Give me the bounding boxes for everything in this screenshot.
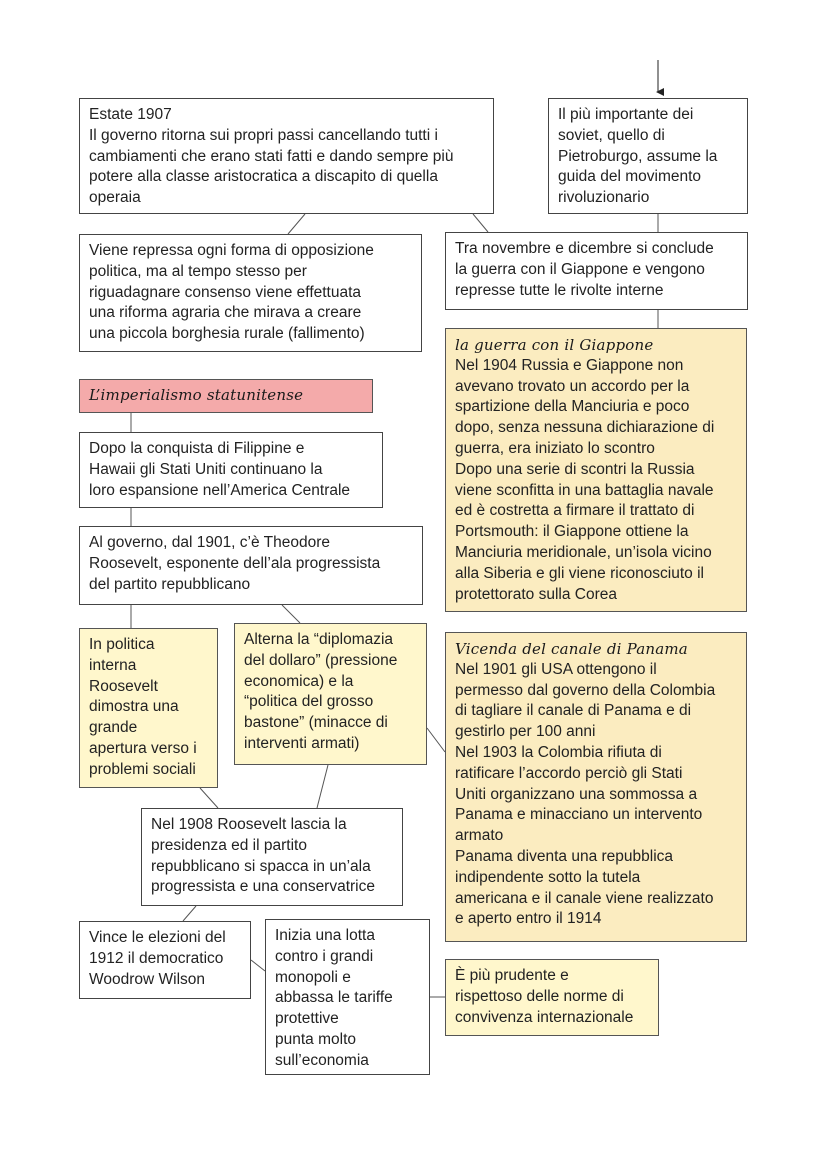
- box-line: ed è costretta a firmare il trattato di: [455, 502, 695, 520]
- box-line: ratificare l’accordo perciò gli Stati: [455, 764, 683, 782]
- box-line: Panama e minacciano un intervento: [455, 806, 703, 824]
- box-line: guida del movimento: [558, 168, 702, 186]
- box-line: Dopo la conquista di Filippine e: [89, 440, 305, 457]
- box-line: “politica del grosso: [244, 693, 374, 711]
- box-wilson: [79, 921, 251, 999]
- connector-estate-repressione: [288, 214, 305, 234]
- box-line: interna: [89, 656, 137, 674]
- box-line: convivenza internazionale: [455, 1008, 634, 1026]
- box-line: Il governo ritorna sui propri passi cancellando tutti i: [89, 126, 438, 144]
- box-line: Roosevelt: [89, 677, 158, 695]
- box-guerra-giappone: [445, 328, 747, 612]
- box-line: Viene repressa ogni forma di opposizione: [89, 242, 374, 259]
- box-conquista: [79, 432, 383, 508]
- box-line: Estate 1907: [89, 106, 172, 123]
- box-line: cambiamenti che erano stati fatti e dando sempre più: [89, 147, 454, 165]
- connector-diplomazia-1908: [317, 765, 328, 808]
- box-line: indipendente sotto la tutela: [455, 868, 641, 886]
- box-line: punta molto: [275, 1030, 356, 1048]
- box-soviet-pietroburgo: [548, 98, 748, 214]
- box-prudente: [445, 959, 659, 1036]
- box-line: dimostra una: [89, 698, 179, 716]
- box-line: politica, ma al tempo stesso per: [89, 262, 307, 280]
- connector-estate-novembre: [473, 214, 488, 232]
- box-line: americana e il canale viene realizzato: [455, 889, 714, 907]
- box-line: una piccola borghesia rurale (fallimento): [89, 325, 365, 343]
- box-line: Nel 1903 la Colombia rifiuta di: [455, 743, 662, 761]
- box-repressione: [79, 234, 422, 352]
- connector-interna-1908: [200, 788, 218, 808]
- box-line: guerra, era iniziato lo scontro: [455, 439, 655, 457]
- box-line: del partito repubblicano: [89, 575, 251, 593]
- box-line: la guerra con il Giappone e vengono: [455, 260, 705, 278]
- box-line: In politica: [89, 636, 155, 653]
- box-roosevelt-1908: [141, 808, 403, 906]
- box-line: Hawaii gli Stati Uniti continuano la: [89, 460, 323, 478]
- box-line: Woodrow Wilson: [89, 970, 206, 988]
- box-line: economica) e la: [244, 672, 354, 690]
- box-line: alla Siberia e gli viene riconosciuto il: [455, 564, 704, 582]
- box-line: una riforma agraria che mirava a creare: [89, 304, 362, 322]
- box-line: rispettoso delle norme di: [455, 987, 624, 1005]
- box-line: Inizia una lotta: [275, 927, 375, 944]
- box-line: spartizione della Manciuria e poco: [455, 398, 690, 416]
- box-line: e aperto entro il 1914: [455, 910, 602, 928]
- box-line: progressista e una conservatrice: [151, 878, 376, 896]
- box-line: Portsmouth: il Giappone ottiene la: [455, 523, 689, 541]
- box-line: sull’economia: [275, 1051, 369, 1069]
- box-line: Manciuria meridionale, un’isola vicino: [455, 543, 712, 561]
- box-line: soviet, quello di: [558, 126, 665, 144]
- connector-diplomazia-panama: [427, 728, 445, 752]
- connector-1908-wilson: [183, 906, 196, 921]
- connector-roosevelt-diplomazia: [282, 605, 300, 623]
- box-estate-1907: [79, 98, 494, 214]
- box-line: dopo, senza nessuna dichiarazione di: [455, 419, 715, 437]
- box-line: Nel 1904 Russia e Giappone non: [455, 356, 684, 374]
- box-line: Pietroburgo, assume la: [558, 147, 718, 165]
- box-line: Dopo una serie di scontri la Russia: [455, 460, 695, 478]
- box-line: Tra novembre e dicembre si conclude: [455, 240, 714, 257]
- box-line: loro espansione nell’America Centrale: [89, 481, 351, 499]
- box-line: potere alla classe aristocratica a discapito di quella: [89, 168, 438, 186]
- box-line: problemi sociali: [89, 760, 196, 778]
- box-line: grande: [89, 719, 138, 737]
- box-line: viene sconfitta in una battaglia navale: [455, 481, 714, 499]
- box-line: rivoluzionario: [558, 189, 650, 207]
- box-line: Nel 1901 gli USA ottengono il: [455, 660, 657, 678]
- box-line: Panama diventa una repubblica: [455, 847, 674, 865]
- box-line: avevano trovato un accordo per la: [455, 377, 690, 395]
- box-heading: Vicenda del canale di Panama: [455, 640, 688, 658]
- box-roosevelt-governo: [79, 526, 423, 605]
- box-line: Al governo, dal 1901, c’è Theodore: [89, 534, 330, 551]
- box-line: È più prudente e: [455, 967, 569, 984]
- box-panama: [445, 632, 747, 942]
- box-line: permesso dal governo della Colombia: [455, 681, 716, 699]
- box-line: gestirlo per 100 anni: [455, 723, 596, 741]
- box-line: bastone” (minacce di: [244, 714, 388, 732]
- box-line: Roosevelt, esponente dell’ala progressista: [89, 554, 381, 572]
- box-line: operaia: [89, 189, 141, 207]
- box-line: riguadagnare consenso viene effettuata: [89, 283, 362, 301]
- box-lotta-monopoli: [265, 919, 430, 1075]
- box-line: protettive: [275, 1010, 339, 1028]
- section-title: L’imperialismo statunitense: [89, 386, 304, 404]
- box-line: repubblicano si spacca in un’ala: [151, 857, 371, 875]
- box-line: Uniti organizzano una sommossa a: [455, 785, 698, 803]
- box-line: represse tutte le rivolte interne: [455, 281, 664, 299]
- box-line: Nel 1908 Roosevelt lascia la: [151, 816, 347, 833]
- box-line: presidenza ed il partito: [151, 836, 307, 854]
- box-politica-interna: [79, 628, 218, 788]
- box-heading: la guerra con il Giappone: [455, 336, 654, 354]
- box-diplomazia: [234, 623, 427, 765]
- box-novembre-dicembre: [445, 232, 748, 310]
- box-line: Il più importante dei: [558, 106, 694, 123]
- box-line: di tagliare il canale di Panama e di: [455, 702, 692, 720]
- box-line: protettorato sulla Corea: [455, 585, 617, 603]
- connector-wilson-lotta: [251, 960, 265, 971]
- box-imperialismo-title: [79, 379, 373, 413]
- box-line: apertura verso i: [89, 739, 197, 757]
- box-line: Alterna la “diplomazia: [244, 631, 394, 648]
- box-line: armato: [455, 827, 504, 845]
- box-line: monopoli e: [275, 968, 351, 986]
- box-line: del dollaro” (pressione: [244, 651, 398, 669]
- box-line: 1912 il democratico: [89, 949, 224, 967]
- box-line: Vince le elezioni del: [89, 929, 226, 946]
- box-line: interventi armati): [244, 734, 360, 752]
- box-line: abbassa le tariffe: [275, 989, 393, 1007]
- box-line: contro i grandi: [275, 947, 374, 965]
